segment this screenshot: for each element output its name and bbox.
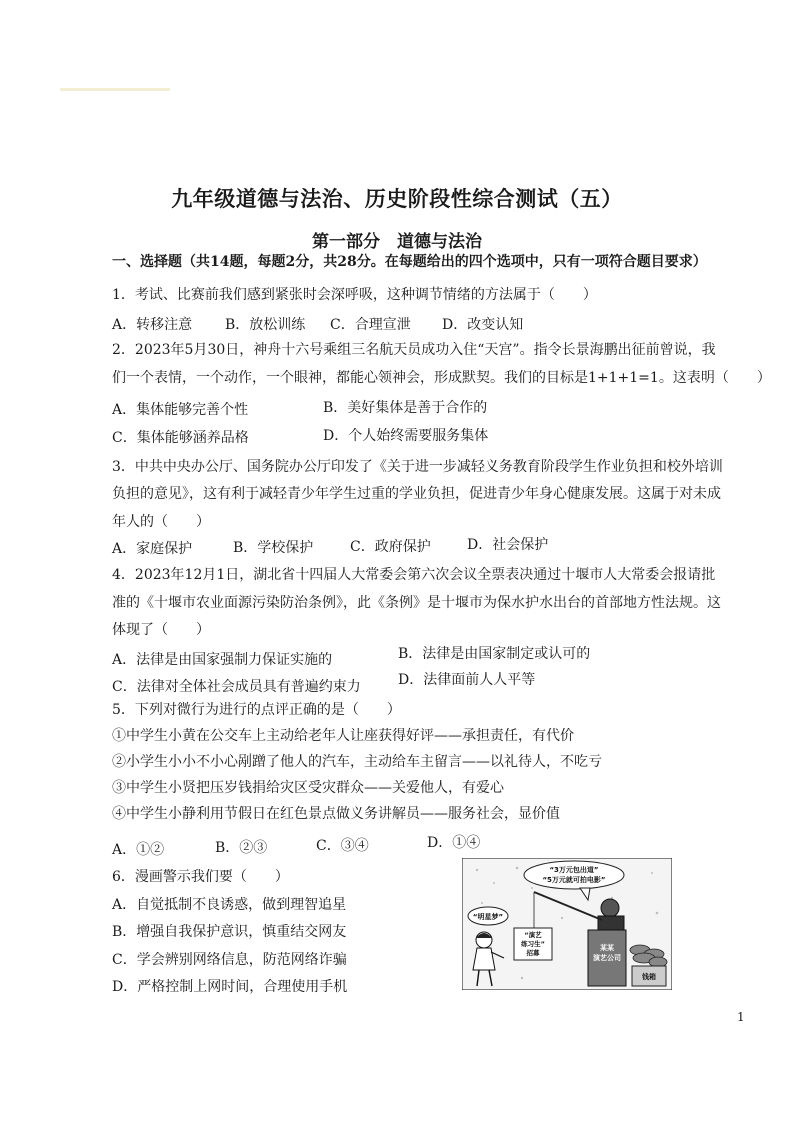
question-3-stem-line-2: 负担的意见》，这有利于减轻青少年学生过重的学业负担，促进青少年身心健康发展。这属于对未成 — [112, 486, 721, 502]
q3-option-c: C．政府保护 — [350, 539, 431, 555]
cartoon-company-line-2: 演艺公司 — [593, 954, 621, 962]
question-2-stem-line-2: 们一个表情，一个动作，一个眼神，都能心领神会，形成默契。我们的目标是1+1+1=1。这表明（ ） — [112, 370, 771, 386]
cartoon-bubble-line-2: “5万元就可拍电影” — [542, 876, 606, 884]
cartoon-illustration — [462, 858, 672, 990]
cartoon-sign-line-2: 练习生” — [521, 940, 545, 948]
question-4-stem-line-1: 4．2023年12月1日，湖北省十四届人大常委会第六次会议全票表决通过十堰市人大常委会报请批 — [112, 567, 716, 583]
question-5-item-1: ①中学生小黄在公交车上主动给老年人让座获得好评——承担责任，有代价 — [112, 728, 574, 744]
q1-option-b: B．放松训练 — [225, 317, 306, 333]
q6-option-c: C．学会辨别网络信息，防范网络诈骗 — [112, 952, 347, 968]
question-1-stem: 1．考试、比赛前我们感到紧张时会深呼吸，这种调节情绪的方法属于（ ） — [112, 287, 597, 303]
scan-mark — [60, 88, 170, 91]
cartoon-bubble-line-1: “3万元包出道” — [549, 866, 599, 874]
q3-option-a: A．家庭保护 — [112, 541, 193, 557]
question-2-stem-line-1: 2．2023年5月30日，神舟十六号乘组三名航天员成功入住“天宫”。指令长景海鹏出征前曾说，我 — [112, 342, 716, 358]
question-5-item-4: ④中学生小静利用节假日在红色景点做义务讲解员——服务社会，显价值 — [112, 806, 560, 822]
page-title: 九年级道德与法治、历史阶段性综合测试（五） — [171, 186, 623, 211]
question-6-stem: 6．漫画警示我们要（ ） — [112, 869, 289, 885]
q1-option-a: A．转移注意 — [112, 317, 193, 333]
q4-option-a: A．法律是由国家强制力保证实施的 — [112, 652, 333, 668]
question-4-stem-line-3: 体现了（ ） — [112, 622, 210, 638]
q5-option-b: B．②③ — [215, 840, 268, 856]
q1-option-c: C．合理宣泄 — [330, 317, 411, 333]
cartoon-girl-bubble: “明星梦” — [472, 913, 504, 921]
q2-option-d: D．个人始终需要服务集体 — [323, 428, 489, 444]
question-5-item-2: ②小学生小小不小心剐蹭了他人的汽车，主动给车主留言——以礼待人，不吃亏 — [112, 754, 602, 770]
q6-option-d: D．严格控制上网时间，合理使用手机 — [112, 979, 348, 995]
q5-option-c: C．③④ — [316, 838, 369, 854]
q2-option-a: A．集体能够完善个性 — [112, 402, 249, 418]
q4-option-d: D．法律面前人人平等 — [398, 672, 536, 688]
cartoon-box-label: 钱箱 — [642, 973, 656, 981]
cartoon-sign-line-1: “演艺 — [524, 931, 542, 939]
page-number: 1 — [737, 1010, 745, 1024]
q2-option-b: B．美好集体是善于合作的 — [323, 400, 488, 416]
q3-option-d: D．社会保护 — [467, 537, 549, 553]
question-5-stem: 5．下列对微行为进行的点评正确的是（ ） — [112, 702, 401, 718]
q6-option-b: B．增强自我保护意识，慎重结交网友 — [112, 924, 347, 940]
section-heading: 一、选择题（共14题，每题2分，共28分。在每题给出的四个选项中，只有一项符合题目要求） — [112, 254, 707, 270]
question-3-stem-line-3: 年人的（ ） — [112, 514, 210, 530]
q4-option-c: C．法律对全体社会成员具有普遍约束力 — [112, 679, 361, 695]
q2-option-c: C．集体能够涵养品格 — [112, 430, 249, 446]
cartoon-sign-line-3: 招募 — [526, 949, 540, 957]
q3-option-b: B．学校保护 — [233, 540, 314, 556]
q4-option-b: B．法律是由国家制定或认可的 — [398, 646, 591, 662]
cartoon-company-line-1: 某某 — [600, 944, 614, 952]
q5-option-a: A．①② — [112, 842, 165, 858]
question-5-item-3: ③中学生小贤把压岁钱捐给灾区受灾群众——关爱他人，有爱心 — [112, 780, 504, 796]
part-heading: 第一部分 道德与法治 — [312, 232, 482, 252]
q5-option-d: D．①④ — [427, 835, 481, 851]
q6-option-a: A．自觉抵制不良诱惑，做到理智追星 — [112, 897, 347, 913]
q1-option-d: D．改变认知 — [442, 317, 524, 333]
question-4-stem-line-2: 准的《十堰市农业面源污染防治条例》，此《条例》是十堰市为保水护水出台的首部地方性法规。这 — [112, 595, 721, 611]
question-3-stem-line-1: 3．中共中央办公厅、国务院办公厅印发了《关于进一步减轻义务教育阶段学生作业负担和校外培训 — [112, 459, 723, 475]
